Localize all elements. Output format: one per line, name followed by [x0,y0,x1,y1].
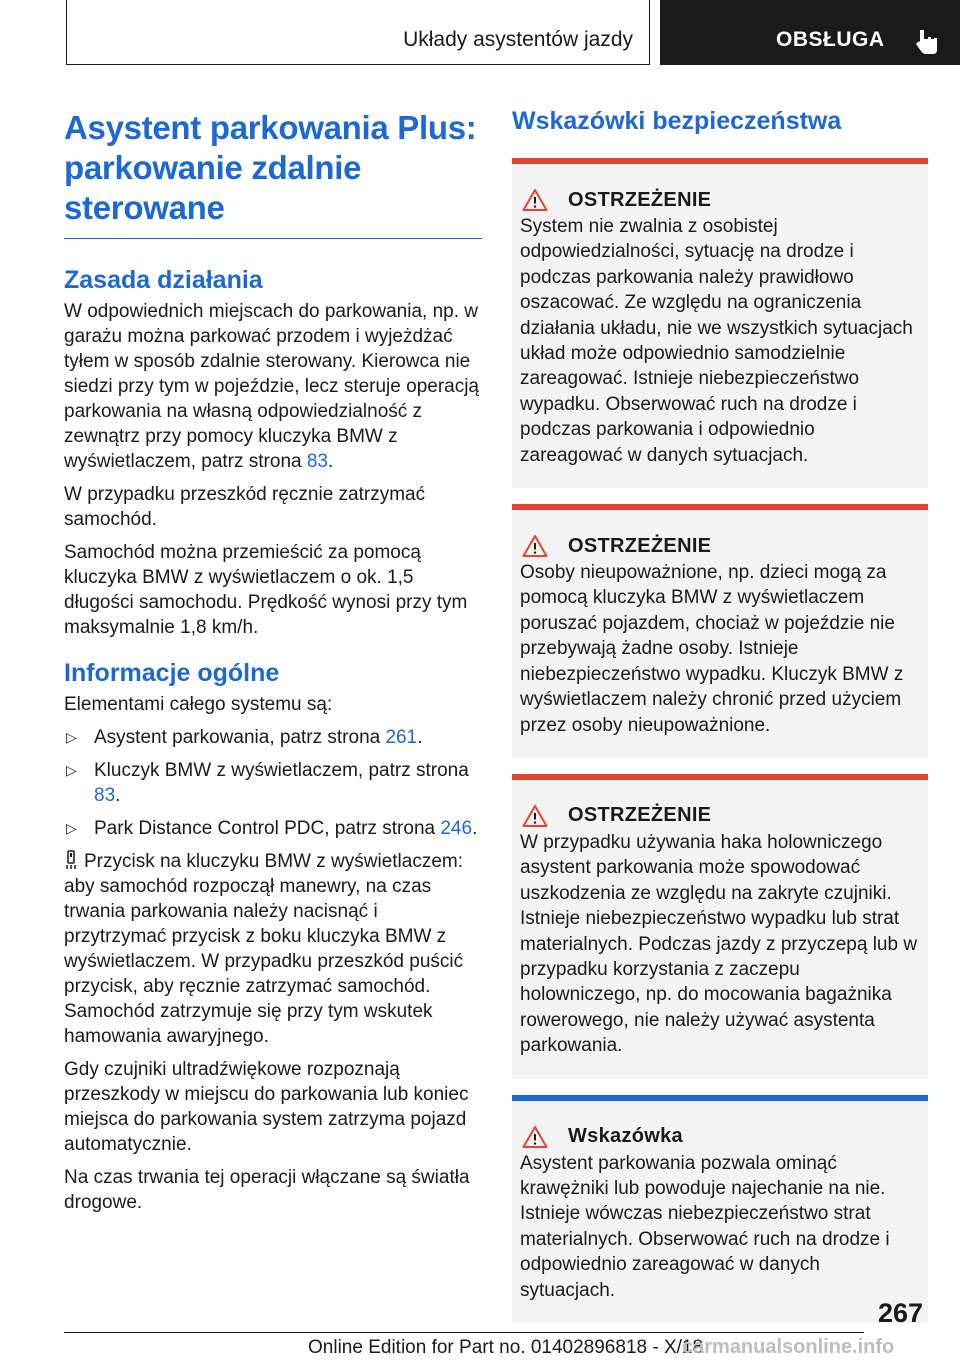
list-item: ▷ Asystent parkowania, patrz strona 261. [66,727,423,748]
note-title: Wskazówka [568,1125,683,1148]
chapter-tab [660,0,960,65]
page-title: Asystent parkowania Plus: parkowanie zdalnie sterowane [64,109,477,226]
watermark: carmanualsonline.info [682,1336,895,1358]
warning-title: OSTRZEŻENIE [568,188,712,211]
section-title: Układy asystentów jazdy [403,28,633,51]
elements-list [64,725,482,841]
page-link[interactable]: 246 [440,818,473,839]
triangle-bullet-icon: ▷ [66,762,77,778]
paragraph-button: Przycisk na kluczyku BMW z wyświetlaczem: aby samochód rozpoczął manewry, na czas trwania parkowania należy nacisnąć i przytrzymać przycisk z boku kluczyka BMW z wyświetlaczem. W przypadku przeszkód puścić przycisk, aby ręcznie zatrzymać samochód. Samochód zatrzymuje się przy tym wskutek hamowania awaryjnego. [64,851,464,1047]
right-column [512,106,928,1339]
warning-triangle-icon [522,188,548,212]
warning-text: System nie zwalnia z osobistej odpowiedzialności, sytuację na drodze i podczas parkowania należy prawidłowo oszacować. Ze względu na ograniczenia działania układu, nie we wszystkich sytuacjach układ może odpowiednio samodzielnie zareagować. Istnieje niebezpieczeństwo wypadku. Obserwować ruch na drodze i podczas parkowania i odpowiednio zareagować w danych sytuacjach. [520,216,913,466]
paragraph-sensors: Gdy czujniki ultradźwiękowe rozpoznają przeszkody w miejscu do parkowania lub koniec miejsca do parkowania system zatrzyma pojazd automatycznie. [64,1059,469,1155]
heading-safety: Wskazówki bezpieczeństwa [512,107,842,135]
note-text: Asystent parkowania pozwala ominąć krawężniki lub powoduje najechanie na nie. Istnieje wówczas niebezpieczeństwo strat materialnych. Obserwować ruch na drodze i odpowiednio zareagować w danych sytuacjach. [520,1152,890,1301]
list-item: ▷ Park Distance Control PDC, patrz strona 246. [66,818,478,839]
heading-principle: Zasada działania [64,266,263,294]
paragraph-elements: Elementami całego systemu są: [64,694,333,715]
list-item: ▷ Kluczyk BMW z wyświetlaczem, patrz strona 83. [66,760,469,806]
chapter-tab-label: OBSŁUGA [776,28,885,51]
warning-title: OSTRZEŻENIE [568,534,712,557]
warning-box [512,504,928,758]
warning-text: W przypadku używania haka holowniczego asystent parkowania może spowodować uszkodzenia ze względu na zakryte czujniki. Istnieje niebezpieczeństwo wypadku lub strat materialnych. Podczas jazdy z przyczepą lub w przypadku korzystania z zaczepu holowniczego, np. do mocowania bagażnika rowerowego, nie należy używać asystenta parkowania. [520,831,918,1057]
page-number: 267 [878,1298,924,1328]
paragraph-obstacles: W przypadku przeszkód ręcznie zatrzymać samochód. [64,484,426,530]
heading-general: Informacje ogólne [64,659,280,687]
edition-note: Online Edition for Part no. 01402896818 - X/18 [308,1337,704,1358]
paragraph-lights: Na czas trwania tej operacji włączane są światła drogowe. [64,1167,470,1213]
warning-triangle-icon [522,534,548,558]
warning-title: OSTRZEŻENIE [568,804,712,827]
left-column [64,108,482,1223]
remote-key-icon [64,850,78,870]
warning-box [512,158,928,488]
warning-box [512,774,928,1079]
warning-text: Osoby nieupoważnione, np. dzieci mogą za pomocą kluczyka BMW z wyświetlaczem poruszać pojazdem, chociaż w pojeździe nie przebywają żadne osoby. Istnieje niebezpieczeństwo wypadku. Kluczyk BMW z wyświetlaczem należy chronić przed użyciem przez osoby nieupoważnione. [520,562,904,736]
paragraph-principle: W odpowiednich miejscach do parkowania, np. w garażu można parkować przodem i wyjeżdżać tyłem w sposób zdalnie sterowany. Kierowca nie siedzi przy tym w pojeździe, lecz steruje operacją parkowania na własną odpowiedzialność z zewnątrz przy pomocy kluczyka BMW z wyświetlaczem, patrz strona 83. [64,301,480,472]
running-header [66,0,650,65]
page-link[interactable]: 83 [306,451,328,472]
page-link[interactable]: 261 [385,727,418,748]
paragraph-distance: Samochód można przemieścić za pomocą kluczyka BMW z wyświetlaczem o ok. 1,5 długości samochodu. Prędkość wynosi przy tym maksymalnie 1,8 km/h. [64,542,468,638]
page-link[interactable]: 83 [94,785,116,806]
caution-triangle-icon [522,1125,548,1149]
note-box [512,1095,928,1323]
footer-divider [64,1332,864,1333]
pointing-hand-icon [912,26,942,56]
triangle-bullet-icon: ▷ [66,729,77,745]
triangle-bullet-icon: ▷ [66,820,77,836]
title-divider [64,238,482,239]
warning-triangle-icon [522,804,548,828]
